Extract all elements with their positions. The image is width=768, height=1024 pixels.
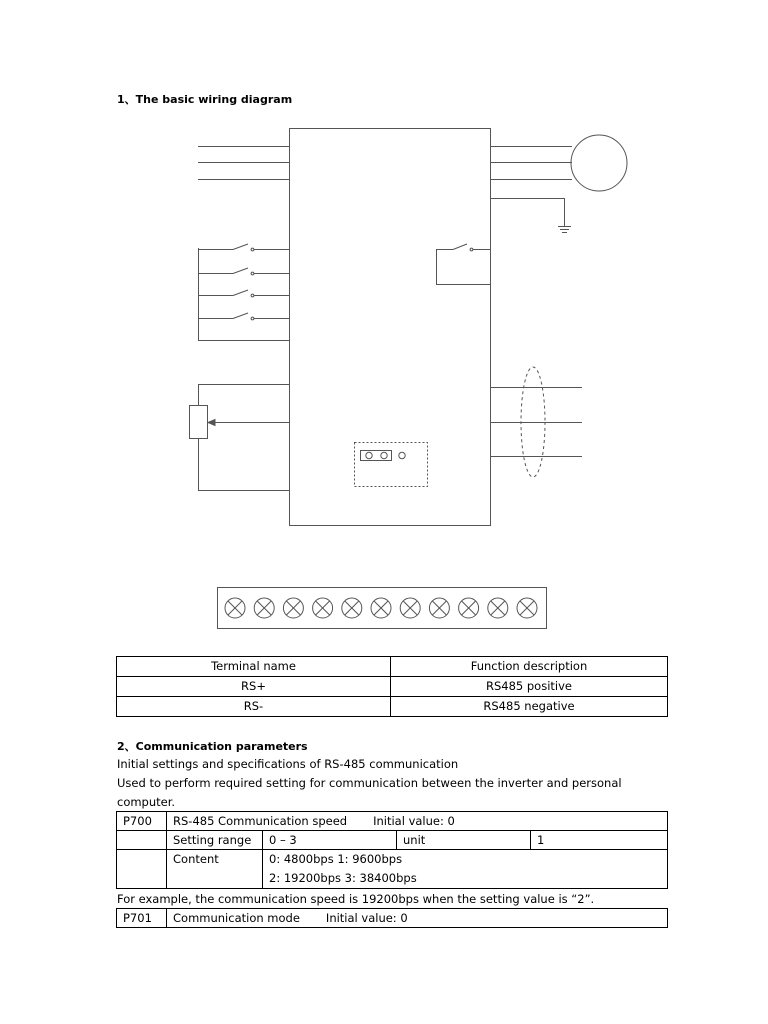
- param-title-cell: [167, 909, 668, 928]
- p701-table: [116, 908, 668, 928]
- terminal-screw-icon: [225, 598, 245, 618]
- section1-number: 1、: [117, 93, 136, 106]
- param-title-cell: [167, 812, 668, 831]
- section2-number: 2、: [117, 740, 136, 753]
- function-cell: RS485 negative: [391, 697, 668, 717]
- range-label-cell: Setting range: [167, 831, 263, 850]
- potentiometer-arrow: [208, 420, 215, 426]
- motor-output-lines: [491, 147, 572, 180]
- jumper-pin-1: [366, 452, 372, 458]
- table-row: [117, 697, 668, 717]
- section1-title: The basic wiring diagram: [135, 93, 293, 106]
- section2-body: [117, 755, 667, 812]
- param-code-cell: P701: [117, 909, 167, 928]
- terminal-screw-icon: [283, 598, 303, 618]
- terminal-table: [116, 656, 668, 717]
- header-cell: Function description: [391, 657, 668, 677]
- content-line: 0: 4800bps 1: 9600bps: [269, 852, 403, 866]
- content-label-cell: Content: [167, 850, 263, 889]
- intro-line: Initial settings and specifications of RS-485 communication: [117, 757, 459, 771]
- empty-cell: [117, 850, 167, 889]
- jumper-pin-2: [381, 452, 387, 458]
- motor-circle: [571, 135, 627, 191]
- input-switches: [198, 244, 289, 341]
- table-row: [117, 909, 668, 928]
- terminal-screws: [225, 598, 537, 618]
- terminal-screw-icon: [342, 598, 362, 618]
- param-initial: Initial value: 0: [373, 814, 455, 828]
- terminal-table-header: [117, 657, 668, 677]
- unit-value-cell: 1: [531, 831, 668, 850]
- param-name: RS-485 Communication speed: [173, 814, 348, 828]
- p700-table: [116, 811, 668, 889]
- terminal-screw-icon: [254, 598, 274, 618]
- table-row: [117, 831, 668, 850]
- section2-title: Communication parameters: [135, 740, 308, 753]
- param-code-cell: P700: [117, 812, 167, 831]
- jumper-pin-3: [399, 452, 405, 458]
- content-line: 2: 19200bps 3: 38400bps: [269, 871, 417, 885]
- terminal-screw-icon: [429, 598, 449, 618]
- terminal-name-cell: RS-: [117, 697, 391, 717]
- function-cell: RS485 positive: [391, 677, 668, 697]
- ground-symbol: [491, 199, 571, 233]
- jumper-block: [355, 443, 428, 487]
- power-input-lines: [198, 147, 289, 180]
- terminal-screw-icon: [371, 598, 391, 618]
- empty-cell: [117, 831, 167, 850]
- range-value-cell: 0 – 3: [263, 831, 397, 850]
- param-initial: Initial value: 0: [325, 911, 408, 925]
- terminal-screw-icon: [459, 598, 479, 618]
- terminal-screw-icon: [400, 598, 420, 618]
- table-row: [117, 850, 668, 889]
- unit-label-cell: unit: [397, 831, 531, 850]
- section2-heading: [117, 738, 308, 754]
- example-text: For example, the communication speed is 19200bps when the setting value is “2”.: [117, 892, 595, 906]
- relay-output: [437, 244, 491, 285]
- terminal-screw-icon: [517, 598, 537, 618]
- table-row: [117, 677, 668, 697]
- inverter-box: [290, 129, 491, 526]
- rs485-lines: [491, 388, 582, 457]
- potentiometer: [190, 385, 290, 491]
- param-name: Communication mode: [173, 911, 300, 925]
- terminal-screw-icon: [313, 598, 333, 618]
- content-value-cell: [263, 850, 668, 889]
- terminal-screw-icon: [488, 598, 508, 618]
- header-cell: Terminal name: [117, 657, 391, 677]
- description-paragraph: Used to perform required setting for communication between the inverter and personal computer.: [117, 776, 622, 809]
- terminal-name-cell: RS+: [117, 677, 391, 697]
- table-row: [117, 812, 668, 831]
